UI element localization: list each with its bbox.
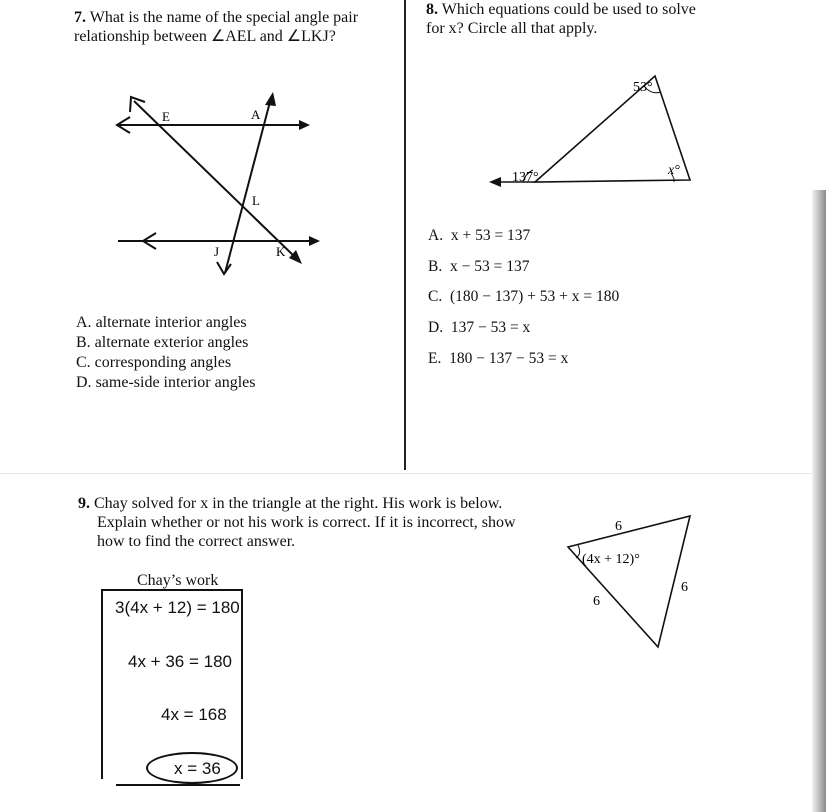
page-edge-shadow: [812, 190, 826, 812]
q9-label-angle: (4x + 12)°: [582, 552, 640, 567]
q9-number: 9.: [78, 495, 90, 512]
q7-top-line-right-arrow: [299, 120, 310, 130]
q8-choice-e-text: 180 − 137 − 53 = x: [449, 350, 569, 367]
q7-label-j: J: [214, 244, 220, 259]
q8-extended-base-arrow: [489, 177, 501, 187]
q7-number: 7.: [74, 9, 86, 26]
q8-choice-b[interactable]: [428, 258, 619, 288]
q8-choice-e[interactable]: [428, 350, 619, 380]
q9-label-left-side: 6: [593, 594, 600, 609]
q8-choices: [428, 227, 619, 380]
chays-work-title: Chay’s work: [137, 572, 219, 589]
q7-choice-c-letter: C.: [76, 354, 91, 371]
work-step-4: x = 36: [174, 759, 221, 778]
q7-choice-c[interactable]: [76, 353, 256, 373]
q7-choice-d[interactable]: [76, 373, 256, 393]
work-step-3: 4x = 168: [161, 705, 227, 724]
q7-label-e: E: [162, 109, 170, 124]
q8-choice-c[interactable]: [428, 288, 619, 319]
q8-choice-b-text: x − 53 = 137: [449, 258, 530, 275]
q8-label-137: 137°: [512, 170, 539, 185]
section-divider: [0, 473, 826, 474]
q7-choices: [76, 313, 256, 393]
q8-prompt-line2: for x? Circle all that apply.: [426, 20, 598, 37]
q8-choice-a[interactable]: [428, 227, 619, 258]
q7-choice-b-letter: B.: [76, 334, 91, 351]
q8-choice-d-text: 137 − 53 = x: [450, 319, 531, 336]
q9-prompt: [78, 494, 548, 551]
q7-choice-c-text: corresponding angles: [94, 354, 232, 371]
work-step-1: 3(4x + 12) = 180: [115, 598, 240, 617]
q7-prompt-line2: relationship between ∠AEL and ∠LKJ?: [74, 28, 336, 45]
q8-choice-a-text: x + 53 = 137: [450, 227, 531, 244]
q8-choice-d[interactable]: [428, 319, 619, 350]
q8-choice-c-letter: C.: [428, 288, 443, 305]
q8-triangle-diagram: [485, 70, 705, 195]
q7-label-a: A: [251, 107, 261, 122]
q8-choice-c-text: (180 − 137) + 53 + x = 180: [449, 288, 620, 305]
q8-label-53: 53°: [633, 80, 653, 95]
q9-triangle: [568, 516, 690, 647]
q8-prompt: [426, 0, 726, 38]
q8-label-x: x°: [668, 163, 680, 178]
q9-label-top-side: 6: [615, 519, 622, 534]
q7-choice-d-text: same-side interior angles: [95, 374, 256, 391]
work-step-2: 4x + 36 = 180: [128, 652, 232, 671]
q7-choice-b-text: alternate exterior angles: [94, 334, 249, 351]
q7-parallel-lines-diagram: [100, 88, 340, 278]
q8-triangle: [535, 76, 690, 182]
q7-choice-d-letter: D.: [76, 374, 92, 391]
q9-prompt-line3: how to find the correct answer.: [97, 533, 296, 550]
q8-prompt-line1: Which equations could be used to solve: [441, 1, 696, 18]
q7-prompt-line1: What is the name of the special angle pair: [89, 9, 359, 26]
q7-prompt: [74, 8, 394, 46]
q8-choice-a-letter: A.: [428, 227, 444, 244]
q7-choice-a[interactable]: [76, 313, 256, 333]
q7-choice-a-letter: A.: [76, 314, 92, 331]
q7-transversal-aj-arrow-top: [265, 92, 276, 106]
q7-transversal-aj-arrow-bottom: [217, 262, 231, 274]
q9-label-right-side: 6: [681, 580, 688, 595]
q7-bottom-line-right-arrow: [309, 236, 320, 246]
q7-label-l: L: [252, 193, 260, 208]
q7-label-k: K: [276, 244, 286, 259]
q8-choice-e-letter: E.: [428, 350, 442, 367]
q8-number: 8.: [426, 1, 438, 18]
column-divider: [404, 0, 406, 470]
q8-choice-d-letter: D.: [428, 319, 444, 336]
q9-prompt-line1: Chay solved for x in the triangle at the right. His work is below.: [94, 495, 503, 512]
q7-choice-b[interactable]: [76, 333, 256, 353]
q9-prompt-line2: Explain whether or not his work is correct. If it is incorrect, show: [97, 514, 516, 531]
q9-triangle-diagram: [560, 510, 710, 660]
q7-choice-a-text: alternate interior angles: [95, 314, 247, 331]
chays-work-bottom-line: [116, 784, 240, 786]
q8-choice-b-letter: B.: [428, 258, 443, 275]
